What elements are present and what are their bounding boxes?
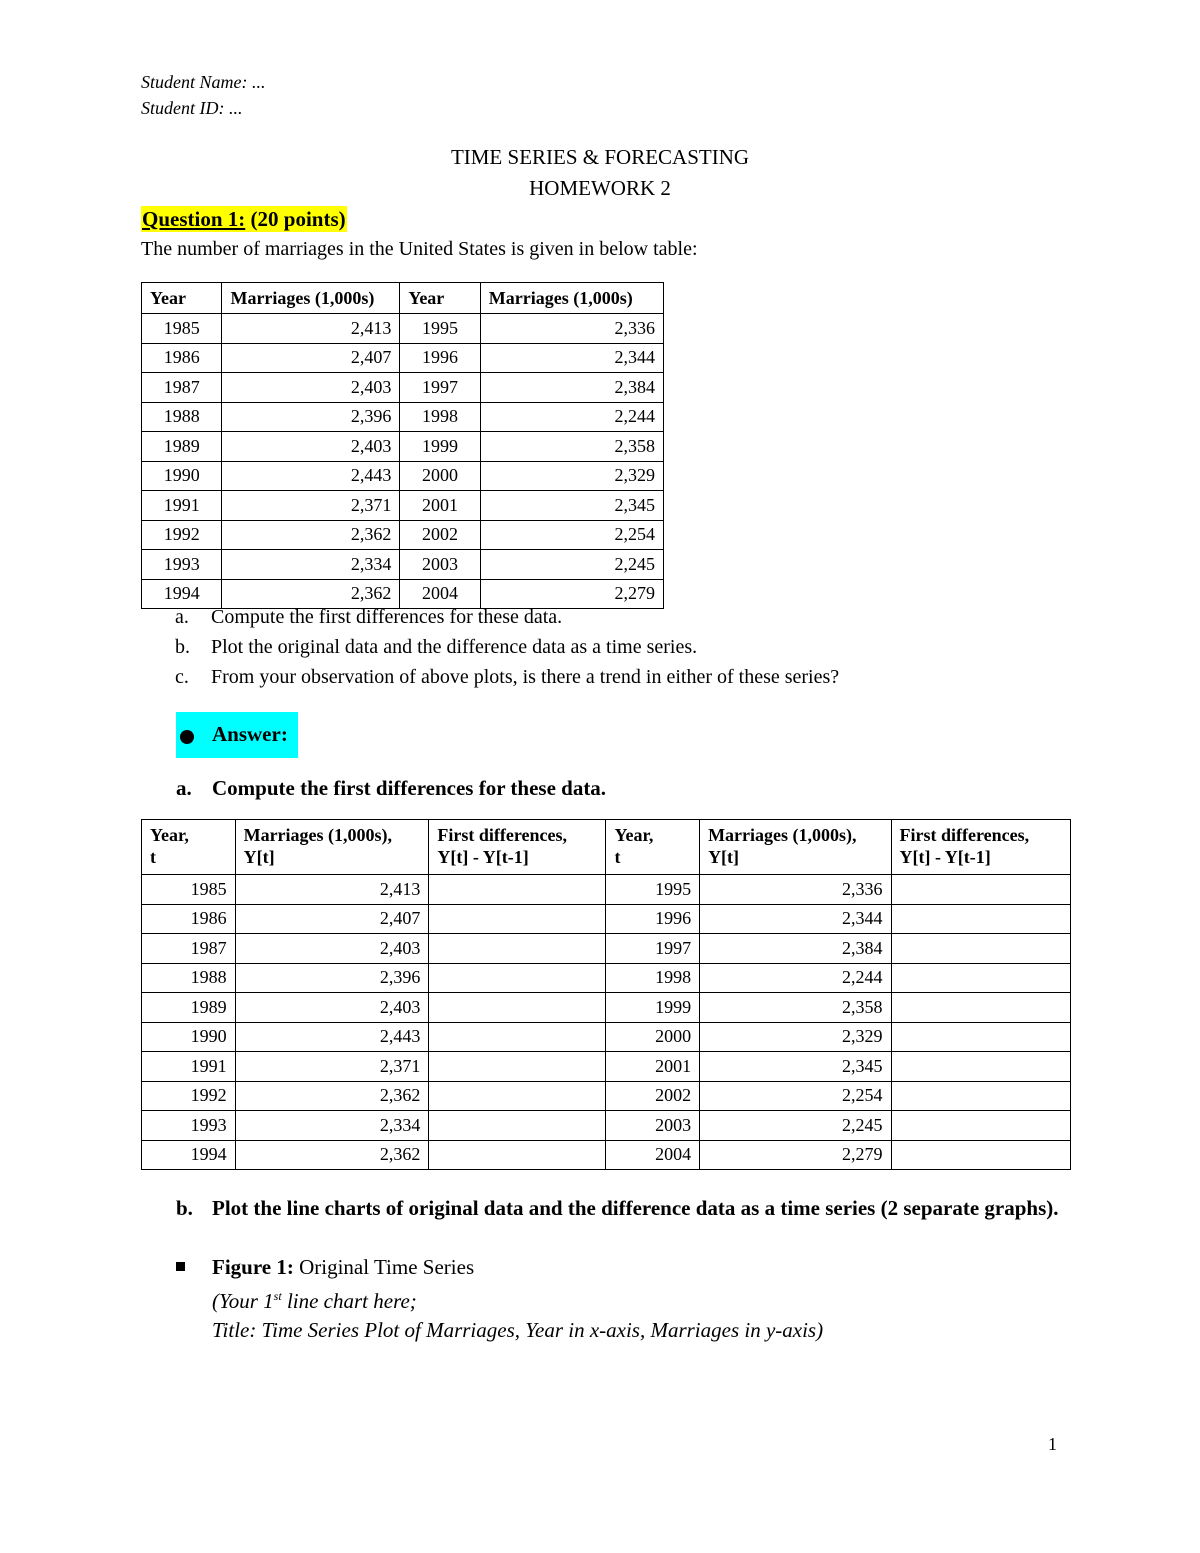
marriages-table (141, 282, 664, 609)
t2-header-line: Y[t] - Y[t-1] (899, 847, 991, 867)
task-a-label: a. (175, 606, 189, 628)
table-cell: 2,413 (222, 314, 400, 344)
table-cell: 1989 (142, 993, 236, 1023)
table-cell: 1991 (142, 1052, 236, 1082)
document-subtitle: HOMEWORK 2 (529, 176, 671, 200)
table-cell: 2,362 (222, 579, 400, 609)
table-cell: 2,443 (235, 1022, 429, 1052)
table-cell: 2001 (400, 491, 480, 521)
table-cell: 1991 (142, 491, 222, 521)
table-cell: 1988 (142, 402, 222, 432)
table-cell: 2,336 (700, 875, 891, 905)
task-c (175, 666, 839, 689)
t2-header-line: Y[t] (243, 847, 275, 867)
student-name: Student Name: ... (141, 72, 266, 92)
table-cell: 2,413 (235, 875, 429, 905)
table-row (142, 520, 664, 550)
table-row (142, 402, 664, 432)
table-cell: 2002 (606, 1081, 700, 1111)
answer-input-cell[interactable] (891, 1140, 1071, 1170)
table-cell: 1998 (400, 402, 480, 432)
answer-input-cell[interactable] (891, 1081, 1071, 1111)
table-cell: 2,244 (480, 402, 663, 432)
figure-1-note-sup: st (273, 1289, 282, 1303)
table-cell: 2,403 (235, 934, 429, 964)
figure-1-note-prefix: (Your 1 (212, 1289, 274, 1313)
document-title: TIME SERIES & FORECASTING (450, 145, 750, 169)
table-row (142, 934, 1071, 964)
t2-header-line: t (150, 847, 156, 867)
answer-input-cell[interactable] (891, 934, 1071, 964)
table-row (142, 314, 664, 344)
table-cell: 2,279 (700, 1140, 891, 1170)
answer-input-cell[interactable] (429, 1140, 606, 1170)
table-row (142, 904, 1071, 934)
table-cell: 2001 (606, 1052, 700, 1082)
answer-part-a-heading (176, 776, 606, 801)
table-cell: 2,245 (700, 1111, 891, 1141)
table-cell: 1997 (400, 373, 480, 403)
table-cell: 2,345 (480, 491, 663, 521)
answer-input-cell[interactable] (891, 1052, 1071, 1082)
t2-header-line: First differences, (899, 825, 1030, 845)
t2-header-cell (606, 820, 700, 875)
table-cell: 1993 (142, 550, 222, 580)
table-row (142, 432, 664, 462)
t2-header-cell (429, 820, 606, 875)
figure-1-label: Figure 1: (212, 1255, 294, 1279)
t2-header-line: t (614, 847, 621, 867)
page-number: 1 (1048, 1434, 1057, 1454)
table-cell: 1985 (142, 875, 236, 905)
answer-input-cell[interactable] (429, 1111, 606, 1141)
answer-input-cell[interactable] (891, 993, 1071, 1023)
answer-part-a-label: a. (176, 776, 192, 800)
table-cell: 1990 (142, 461, 222, 491)
t1-header-cell: Year (142, 283, 222, 314)
t2-header-cell (142, 820, 236, 875)
t2-header-cell (235, 820, 429, 875)
table-cell: 2,403 (222, 373, 400, 403)
table-row (142, 373, 664, 403)
question-heading (141, 206, 347, 232)
table-cell: 2,358 (480, 432, 663, 462)
part-b-label: b. (176, 1196, 193, 1220)
part-b-text: Plot the line charts of original data and the difference data as a time series (2 separate graphs). (212, 1196, 1059, 1220)
table-row (142, 550, 664, 580)
answer-input-cell[interactable] (429, 963, 606, 993)
table-cell: 2003 (606, 1111, 700, 1141)
table-cell: 1990 (142, 1022, 236, 1052)
t2-header-line: Y[t] - Y[t-1] (437, 847, 529, 867)
answer-input-cell[interactable] (891, 963, 1071, 993)
table-cell: 2,344 (480, 343, 663, 373)
table-cell: 1988 (142, 963, 236, 993)
task-b-text: Plot the original data and the difference data as a time series. (211, 636, 698, 658)
table-cell: 2,244 (700, 963, 891, 993)
part-b-heading (176, 1194, 1060, 1223)
question-points: (20 points) (250, 207, 346, 231)
table-cell: 2002 (400, 520, 480, 550)
table-cell: 1993 (142, 1111, 236, 1141)
table-cell: 1986 (142, 343, 222, 373)
answer-input-cell[interactable] (429, 904, 606, 934)
table-cell: 1996 (400, 343, 480, 373)
student-id: Student ID: ... (141, 98, 243, 118)
t2-header-line: Year, (614, 825, 654, 845)
table-cell: 2,336 (480, 314, 663, 344)
table-cell: 1999 (606, 993, 700, 1023)
figure-1-caption: Original Time Series (299, 1255, 475, 1279)
table-cell: 2003 (400, 550, 480, 580)
table-cell: 2,345 (700, 1052, 891, 1082)
table-cell: 2,254 (700, 1081, 891, 1111)
t2-header-line: Marriages (1,000s), (243, 825, 393, 845)
table-cell: 2,403 (235, 993, 429, 1023)
t1-header-cell: Year (400, 283, 480, 314)
table-row (142, 963, 1071, 993)
task-c-text: From your observation of above plots, is there a trend in either of these series? (211, 666, 840, 688)
answer-label: Answer: (212, 722, 288, 746)
table-cell: 2,403 (222, 432, 400, 462)
table-cell: 2,371 (222, 491, 400, 521)
table-cell: 2,245 (480, 550, 663, 580)
t2-header-line: Marriages (1,000s), (708, 825, 857, 845)
table-cell: 2,254 (480, 520, 663, 550)
t2-header-line: Y[t] (708, 847, 740, 867)
answer-input-cell[interactable] (429, 1081, 606, 1111)
table-row (142, 1081, 1071, 1111)
table-cell: 1994 (142, 1140, 236, 1170)
table-cell: 1995 (400, 314, 480, 344)
answer-input-cell[interactable] (891, 904, 1071, 934)
table-cell: 1987 (142, 934, 236, 964)
table-cell: 2,396 (222, 402, 400, 432)
task-c-label: c. (175, 666, 189, 688)
table-row (142, 579, 664, 609)
figure-1-block (176, 1253, 823, 1345)
table-cell: 1992 (142, 520, 222, 550)
table-cell: 2,371 (235, 1052, 429, 1082)
answer-heading (176, 712, 298, 758)
t2-header-line: Year, (150, 825, 189, 845)
table-cell: 1987 (142, 373, 222, 403)
task-b (175, 636, 697, 659)
answer-input-cell[interactable] (429, 1052, 606, 1082)
table-row (142, 343, 664, 373)
table-cell: 2,329 (480, 461, 663, 491)
question-intro: The number of marriages in the United States is given in below table: (141, 238, 698, 260)
figure-1-note-title: Title: Time Series Plot of Marriages, Year in x-axis, Marriages in y-axis) (212, 1318, 824, 1342)
t2-header-cell (891, 820, 1071, 875)
table-cell: 2,407 (235, 904, 429, 934)
table-cell: 2,329 (700, 1022, 891, 1052)
t1-header-cell: Marriages (1,000s) (222, 283, 400, 314)
task-a-text: Compute the first differences for these data. (211, 606, 563, 628)
table-cell: 2000 (400, 461, 480, 491)
table-cell: 1994 (142, 579, 222, 609)
table-cell: 1989 (142, 432, 222, 462)
question-label: Question 1: (142, 207, 246, 231)
table-cell: 1998 (606, 963, 700, 993)
table-cell: 1992 (142, 1081, 236, 1111)
t2-header-cell (700, 820, 891, 875)
table-cell: 1997 (606, 934, 700, 964)
answer-part-a-text: Compute the first differences for these data. (212, 776, 607, 800)
answer-input-cell[interactable] (891, 875, 1071, 905)
square-bullet-icon (176, 1262, 185, 1271)
table-cell: 2000 (606, 1022, 700, 1052)
t1-header-cell: Marriages (1,000s) (480, 283, 663, 314)
table-row (142, 1022, 1071, 1052)
table-row (142, 461, 664, 491)
table-cell: 2,384 (700, 934, 891, 964)
table-cell: 2,407 (222, 343, 400, 373)
answer-input-cell[interactable] (429, 993, 606, 1023)
answer-input-cell[interactable] (429, 875, 606, 905)
table-row (142, 1052, 1071, 1082)
table-cell: 2004 (606, 1140, 700, 1170)
table-cell: 1986 (142, 904, 236, 934)
table-cell: 2,334 (222, 550, 400, 580)
answer-input-cell[interactable] (429, 1022, 606, 1052)
table-row (142, 875, 1071, 905)
table-cell: 1985 (142, 314, 222, 344)
task-a (175, 606, 562, 629)
table-cell: 2,362 (222, 520, 400, 550)
table-row (142, 993, 1071, 1023)
table-cell: 1996 (606, 904, 700, 934)
table-cell: 2,358 (700, 993, 891, 1023)
bullet-icon (180, 730, 194, 744)
answer-input-cell[interactable] (891, 1111, 1071, 1141)
table-cell: 2004 (400, 579, 480, 609)
table-cell: 1999 (400, 432, 480, 462)
answer-input-cell[interactable] (429, 934, 606, 964)
table-cell: 2,344 (700, 904, 891, 934)
table-cell: 2,279 (480, 579, 663, 609)
table-row (142, 1111, 1071, 1141)
table-cell: 2,396 (235, 963, 429, 993)
task-b-label: b. (175, 636, 190, 658)
figure-1-note-suffix: line chart here; (281, 1289, 417, 1313)
table-cell: 2,362 (235, 1081, 429, 1111)
table-cell: 2,334 (235, 1111, 429, 1141)
table-row (142, 1140, 1071, 1170)
table-cell: 2,362 (235, 1140, 429, 1170)
table-cell: 2,443 (222, 461, 400, 491)
table-cell: 2,384 (480, 373, 663, 403)
first-differences-table (141, 819, 1071, 1170)
table-cell: 1995 (606, 875, 700, 905)
table-row (142, 491, 664, 521)
answer-input-cell[interactable] (891, 1022, 1071, 1052)
t2-header-line: First differences, (437, 825, 568, 845)
